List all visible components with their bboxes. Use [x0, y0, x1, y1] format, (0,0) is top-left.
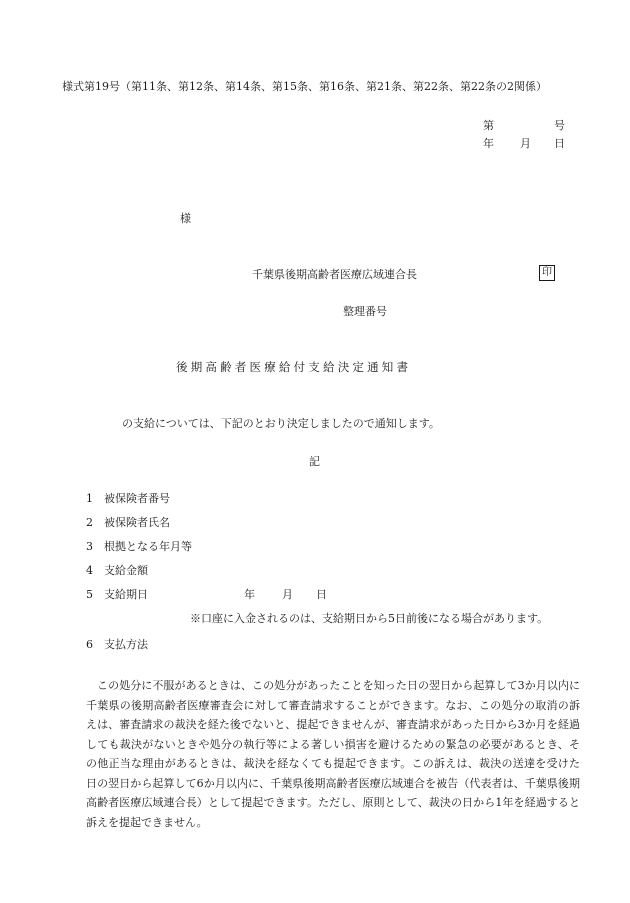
reference-number-label: 整理番号 — [343, 305, 387, 318]
date-day-label: 日 — [554, 137, 565, 150]
payment-note: ※口座に入金されるのは、支給期日から5日前後になる場合があります。 — [190, 612, 549, 625]
item-label: 根拠となる年月等 — [104, 540, 192, 553]
ki-heading: 記 — [309, 455, 320, 468]
payment-day-label: 日 — [316, 588, 327, 601]
form-number: 様式第19号（第11条、第12条、第14条、第15条、第16条、第21条、第22条、第22条の2関係） — [62, 80, 547, 93]
item-number: 3 — [86, 540, 93, 553]
item-label: 支払方法 — [104, 638, 148, 651]
date-year-label: 年 — [483, 137, 494, 150]
payment-year-label: 年 — [244, 588, 255, 601]
document-title: 後期高齢者医療給付支給決定通知書 — [176, 360, 412, 374]
item-label: 被保険者番号 — [104, 492, 170, 505]
item-number: 4 — [86, 564, 93, 577]
addressee-honorific: 様 — [180, 212, 191, 225]
item-label: 支給金額 — [104, 564, 148, 577]
document-number-prefix: 第 — [483, 119, 494, 132]
item-number: 5 — [86, 588, 93, 601]
appeal-notice: この処分に不服があるときは、この処分があったことを知った日の翌日から起算して3か月以内に千葉県の後期高齢者医療審査会に対して審査請求することができます。なお、この処分の取消の訴えは、審査請求の裁決を経た後でないと、提起できませんが、審査請求があった日から3か月を経過しても裁決がないときや処分の執行等による著しい損害を避けるための緊急の必要があるとき、その他正当な理由があるときは、裁決を経なくても提起できます。この訴えは、裁決の送達を受けた日の翌日から起算して6か月以内に、千葉県後期高齢者医療広域連合を被告（代表者は、千葉県後期高齢者医療広域連合長）として提起できます。ただし、原則として、裁決の日から1年を経過すると訴えを提起できません。 — [86, 679, 580, 829]
sender-name: 千葉県後期高齢者医療広域連合長 — [252, 268, 417, 281]
item-label: 支給期日 — [104, 588, 148, 601]
intro-text: の支給については、下記のとおり決定しましたので通知します。 — [122, 417, 440, 430]
date-month-label: 月 — [520, 137, 531, 150]
item-number: 6 — [86, 638, 93, 651]
document-number-suffix: 号 — [554, 119, 565, 132]
seal-stamp-box: 印 — [539, 265, 555, 281]
item-label: 被保険者氏名 — [104, 516, 170, 529]
item-number: 1 — [86, 492, 93, 505]
item-number: 2 — [86, 516, 93, 529]
payment-month-label: 月 — [282, 588, 293, 601]
